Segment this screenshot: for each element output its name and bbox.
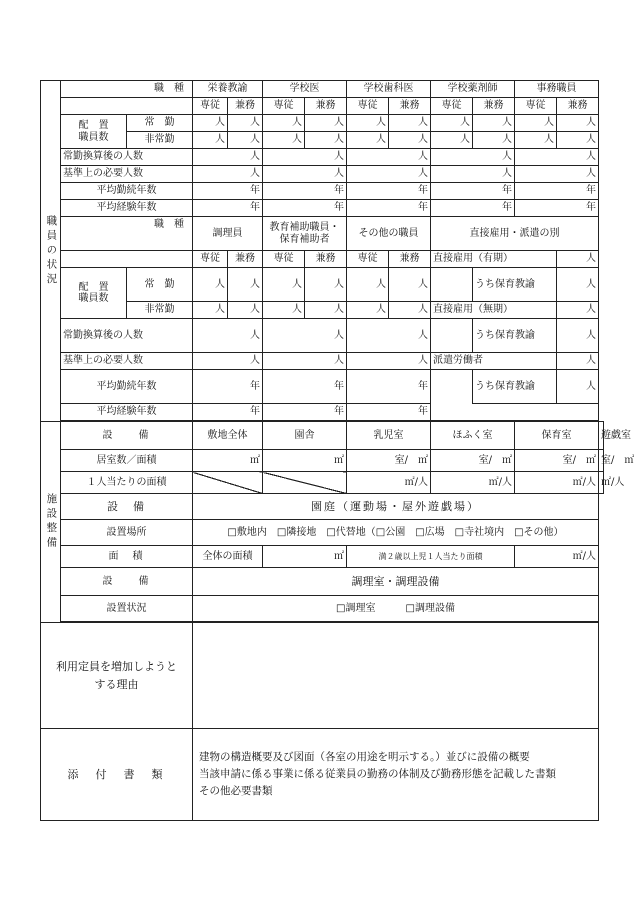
- nin-field[interactable]: 人: [347, 302, 389, 319]
- kenmu-label: 兼務: [228, 251, 263, 268]
- sqm-per-field[interactable]: ㎡/人: [515, 546, 599, 568]
- per-capita-label: １人当たりの面積: [61, 472, 193, 494]
- attachment-line: 当該申請に係る事業に係る従業員の勤務の体制及び勤務形態を記載した書類: [199, 767, 556, 780]
- nin-field[interactable]: 人: [347, 166, 431, 183]
- kenmu-label: 兼務: [305, 251, 347, 268]
- jokin-label: 常 勤: [127, 268, 193, 302]
- kind-header: 学校薬剤師: [431, 81, 515, 98]
- dispatch-label: 派遣労働者: [431, 353, 557, 370]
- required-label: 基準上の必要人数: [61, 166, 193, 183]
- kenmu-label: 兼務: [389, 98, 431, 115]
- kind-header: 教育補助職員・保育補助者: [263, 217, 347, 251]
- kind-label: 職 種: [61, 81, 193, 98]
- nin-field[interactable]: 人: [473, 115, 515, 132]
- room-header: 敷地全体: [193, 422, 263, 450]
- attachment-line: その他必要書類: [199, 784, 273, 797]
- nin-field[interactable]: 人: [263, 319, 347, 353]
- nin-field[interactable]: 人: [557, 302, 599, 319]
- nin-field[interactable]: 人: [263, 149, 347, 166]
- hijokin-label: 非常勤: [127, 302, 193, 319]
- nen-field[interactable]: 年: [515, 200, 599, 217]
- senju-label: 専従: [347, 98, 389, 115]
- nin-field[interactable]: 人: [515, 115, 557, 132]
- nen-field[interactable]: 年: [263, 200, 347, 217]
- nin-field[interactable]: 人: [557, 370, 599, 404]
- total-area-label: 全体の面積: [193, 546, 263, 568]
- staff-section-label: 職員の状況: [41, 81, 61, 422]
- nursery-teacher-label: うち保育教諭: [473, 268, 557, 302]
- kind-header: 学校医: [263, 81, 347, 98]
- sqm-field[interactable]: ㎡: [263, 546, 347, 568]
- kenmu-label: 兼務: [389, 251, 431, 268]
- nin-field[interactable]: 人: [193, 353, 263, 370]
- nen-field[interactable]: 年: [263, 183, 347, 200]
- nen-field[interactable]: 年: [431, 200, 515, 217]
- nen-field[interactable]: 年: [263, 370, 347, 404]
- haichi-label: 配 置 職員数: [61, 115, 127, 149]
- kenmu-label: 兼務: [557, 98, 599, 115]
- location-label: 設置場所: [61, 520, 193, 546]
- nin-field[interactable]: 人: [389, 302, 431, 319]
- nin-field[interactable]: 人: [193, 149, 263, 166]
- senju-label: 専従: [193, 98, 228, 115]
- nin-field[interactable]: 人: [431, 149, 515, 166]
- nin-field[interactable]: 人: [263, 268, 305, 302]
- nin-field[interactable]: 人: [557, 353, 599, 370]
- nen-field[interactable]: 年: [347, 370, 431, 404]
- nin-field[interactable]: 人: [263, 353, 347, 370]
- jokin-label: 常 勤: [127, 115, 193, 132]
- nin-field[interactable]: 人: [347, 353, 431, 370]
- room-sqm-field[interactable]: 室/ ㎡: [431, 450, 515, 472]
- converted-label: 常勤換算後の人数: [61, 149, 193, 166]
- direct-fixed-label: 直接雇用（有期）: [431, 251, 557, 268]
- living-label: 居室数／面積: [61, 450, 193, 472]
- nin-field[interactable]: 人: [557, 132, 599, 149]
- nin-field[interactable]: 人: [389, 115, 431, 132]
- senju-label: 専従: [431, 98, 473, 115]
- nin-field[interactable]: 人: [557, 268, 599, 302]
- nin-field[interactable]: 人: [305, 132, 347, 149]
- nin-field[interactable]: 人: [347, 132, 389, 149]
- nin-field[interactable]: 人: [263, 132, 305, 149]
- sqm-field[interactable]: ㎡: [193, 450, 263, 472]
- sqm-per-field[interactable]: ㎡/人: [515, 472, 599, 494]
- nin-field[interactable]: 人: [389, 268, 431, 302]
- nen-field[interactable]: 年: [347, 183, 431, 200]
- nin-field[interactable]: 人: [431, 166, 515, 183]
- nin-field[interactable]: 人: [515, 132, 557, 149]
- nen-field[interactable]: 年: [347, 200, 431, 217]
- kind-header: 学校歯科医: [347, 81, 431, 98]
- senju-label: 専従: [347, 251, 389, 268]
- nin-field[interactable]: 人: [263, 302, 305, 319]
- nin-field[interactable]: 人: [228, 132, 263, 149]
- nen-field[interactable]: 年: [515, 183, 599, 200]
- nin-field[interactable]: 人: [193, 319, 263, 353]
- sqm-per-field[interactable]: ㎡/人: [347, 472, 431, 494]
- nin-field[interactable]: 人: [193, 166, 263, 183]
- nin-field[interactable]: 人: [193, 302, 228, 319]
- status-label: 設置状況: [61, 596, 193, 622]
- hijokin-label: 非常勤: [127, 132, 193, 149]
- location-options[interactable]: □敷地内 □隣接地 □代替地（□公園 □広場 □寺社境内 □その他）: [193, 520, 599, 546]
- room-header: 園舎: [263, 422, 347, 450]
- nin-field[interactable]: 人: [557, 251, 599, 268]
- attachments-list: [193, 729, 599, 821]
- kenmu-label: 兼務: [305, 98, 347, 115]
- nin-field[interactable]: 人: [228, 268, 263, 302]
- nin-field[interactable]: 人: [557, 115, 599, 132]
- room-header: ほふく室: [431, 422, 515, 450]
- diagonal-cell: [193, 472, 263, 494]
- facility-section-label: 施設整備: [41, 422, 61, 623]
- kind-label: 職 種: [61, 217, 193, 251]
- over2-label: 満２歳以上児１人当たり面積: [347, 546, 515, 568]
- reason-field[interactable]: [193, 623, 599, 729]
- nen-field[interactable]: 年: [193, 200, 263, 217]
- nin-field[interactable]: 人: [263, 115, 305, 132]
- kenmu-label: 兼務: [228, 98, 263, 115]
- area-label: 面 積: [61, 546, 193, 568]
- room-header: 乳児室: [347, 422, 431, 450]
- equipment-label: 設 備: [61, 422, 193, 450]
- avg-years-label: 平均勤続年数: [61, 370, 193, 404]
- nen-field[interactable]: 年: [263, 404, 347, 421]
- nen-field[interactable]: 年: [193, 183, 263, 200]
- kind-header: 事務職員: [515, 81, 599, 98]
- nin-field[interactable]: 人: [347, 268, 389, 302]
- nin-field[interactable]: 人: [347, 115, 389, 132]
- sqm-field[interactable]: ㎡: [263, 450, 347, 472]
- diagonal-cell: [263, 472, 347, 494]
- nin-field[interactable]: 人: [193, 115, 228, 132]
- avg-years-label: 平均勤続年数: [61, 183, 193, 200]
- avg-exp-label: 平均経験年数: [61, 404, 193, 421]
- nin-field[interactable]: 人: [228, 302, 263, 319]
- senju-label: 専従: [263, 251, 305, 268]
- kenmu-label: 兼務: [473, 98, 515, 115]
- nin-field[interactable]: 人: [389, 132, 431, 149]
- room-sqm-field[interactable]: 室/ ㎡: [599, 450, 604, 472]
- required-label: 基準上の必要人数: [61, 353, 193, 370]
- nin-field[interactable]: 人: [347, 149, 431, 166]
- application-form: [40, 80, 634, 821]
- nin-field[interactable]: 人: [305, 268, 347, 302]
- kind-header: その他の職員: [347, 217, 431, 251]
- nin-field[interactable]: 人: [515, 166, 599, 183]
- nen-field[interactable]: 年: [347, 404, 431, 421]
- room-sqm-field[interactable]: 室/ ㎡: [347, 450, 431, 472]
- kitchen-equipment-label: 設 備: [61, 568, 193, 596]
- senju-label: 専従: [263, 98, 305, 115]
- nen-field[interactable]: 年: [193, 404, 263, 421]
- senju-label: 専従: [515, 98, 557, 115]
- room-header: 遊戯室: [599, 422, 604, 450]
- senju-label: 専従: [193, 251, 228, 268]
- attachment-line: 建物の構造概要及び図面（各室の用途を明示する。）並びに設備の概要: [199, 751, 530, 763]
- attachments-label: 添 付 書 類: [41, 729, 193, 821]
- garden-title: 園庭（運動場・屋外遊戯場）: [193, 494, 599, 520]
- converted-label: 常勤換算後の人数: [61, 319, 193, 353]
- haichi-label: 配 置 職員数: [61, 268, 127, 319]
- nin-field[interactable]: 人: [431, 132, 473, 149]
- nin-field[interactable]: 人: [193, 132, 228, 149]
- nursery-teacher-label: うち保育教諭: [473, 370, 557, 404]
- nin-field[interactable]: 人: [305, 115, 347, 132]
- nin-field[interactable]: 人: [431, 115, 473, 132]
- nin-field[interactable]: 人: [263, 166, 347, 183]
- kitchen-title: 調理室・調理設備: [193, 568, 599, 596]
- status-options[interactable]: □調理室 □調理設備: [193, 596, 599, 622]
- avg-exp-label: 平均経験年数: [61, 200, 193, 217]
- nursery-teacher-label: うち保育教諭: [473, 319, 557, 353]
- nen-field[interactable]: 年: [431, 183, 515, 200]
- sqm-per-field[interactable]: ㎡/人: [599, 472, 604, 494]
- sqm-per-field[interactable]: ㎡/人: [431, 472, 515, 494]
- nin-field[interactable]: 人: [515, 149, 599, 166]
- nin-field[interactable]: 人: [347, 319, 431, 353]
- reason-label: 利用定員を増加しようとする理由: [41, 623, 193, 729]
- nen-field[interactable]: 年: [193, 370, 263, 404]
- room-header: 保育室: [515, 422, 599, 450]
- garden-equipment-label: 設 備: [61, 494, 193, 520]
- room-sqm-field[interactable]: 室/ ㎡: [515, 450, 599, 472]
- nin-field[interactable]: 人: [557, 319, 599, 353]
- nin-field[interactable]: 人: [473, 132, 515, 149]
- direct-indef-label: 直接雇用（無期）: [431, 302, 557, 319]
- nin-field[interactable]: 人: [193, 268, 228, 302]
- nin-field[interactable]: 人: [305, 302, 347, 319]
- direct-header: 直接雇用・派遣の別: [431, 217, 599, 251]
- kind-header: 栄養教諭: [193, 81, 263, 98]
- kind-header: 調理員: [193, 217, 263, 251]
- nin-field[interactable]: 人: [228, 115, 263, 132]
